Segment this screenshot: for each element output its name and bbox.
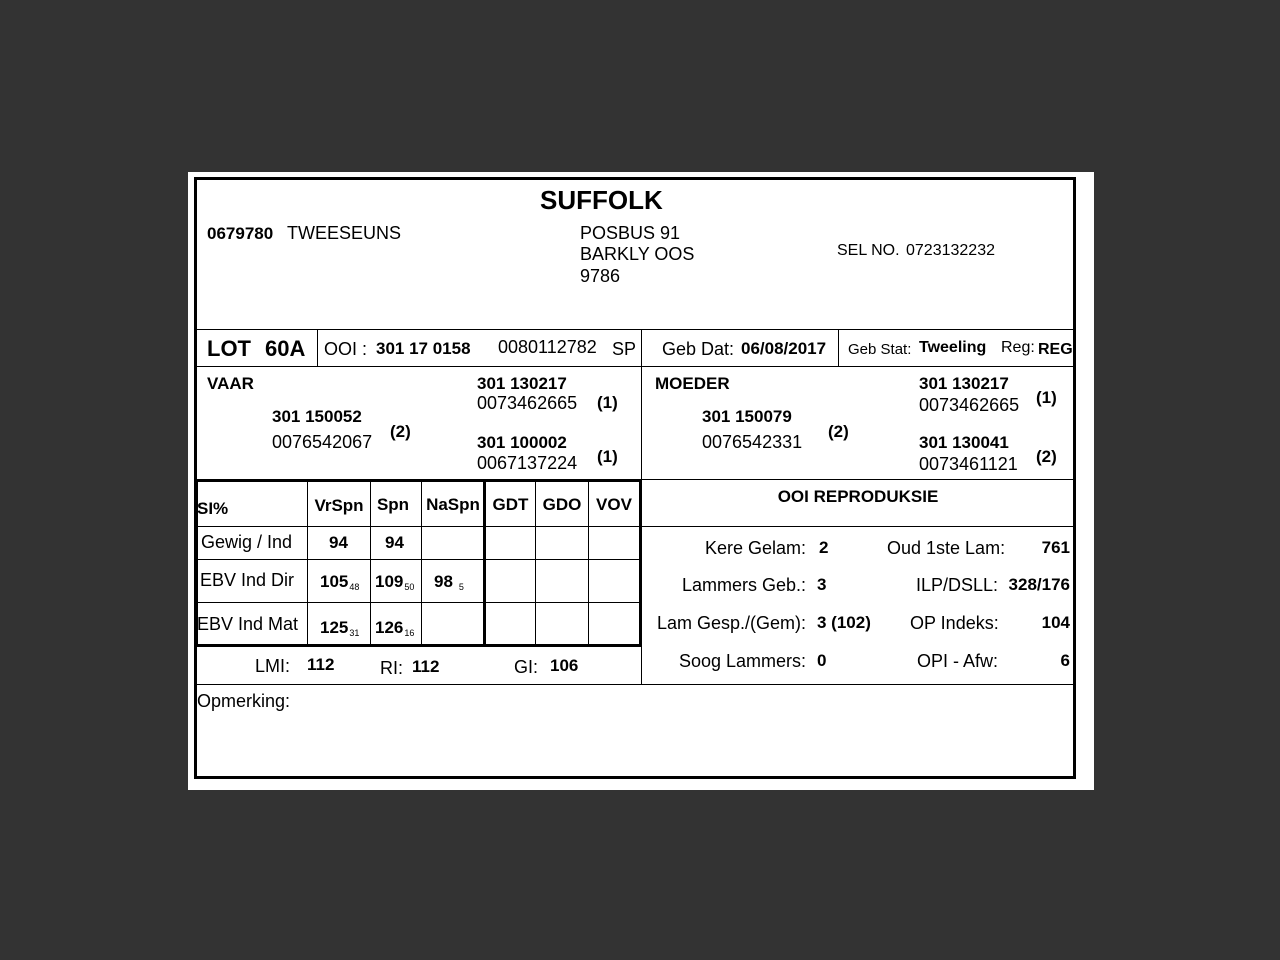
vaar-dam-id: 301 100002 (477, 433, 567, 452)
vaar-parent-chip: 0076542067 (272, 432, 373, 452)
moeder-sire-id: 301 130217 (919, 374, 1009, 393)
si-header-naspn: NaSpn (426, 495, 480, 514)
breed-title: SUFFOLK (540, 185, 663, 215)
moeder-dam-id: 301 130041 (919, 433, 1009, 452)
si-row3-vrspn: $125_{31}$ (320, 618, 360, 638)
moeder-parent-id: 301 150079 (702, 407, 792, 426)
si-header-bottom (196, 526, 1076, 527)
si-header-si: SI% (197, 499, 229, 518)
address-line-1: POSBUS 91 (580, 223, 681, 243)
repro-op-indeks-label: OP Indeks: (910, 613, 999, 633)
repro-kere-gelam-label: Kere Gelam: (704, 538, 806, 558)
vaar-parent-id: 301 150052 (272, 407, 362, 426)
moeder-sire-chip: 0073462665 (919, 395, 1020, 415)
repro-soog-lammers-value: 0 (817, 651, 827, 670)
repro-lam-gesp-value: 3 (102) (817, 613, 871, 632)
ri-value: 112 (412, 657, 440, 676)
moeder-sire-code: (1) (1036, 388, 1057, 407)
owner-name: TWEESEUNS (287, 223, 402, 243)
geb-stat-value: Tweeling (919, 339, 987, 356)
vaar-sire-id: 301 130217 (477, 374, 567, 393)
vaar-sire-chip: 0073462665 (477, 393, 578, 413)
moeder-dam-chip: 0073461121 (919, 454, 1018, 474)
geb-stat-label: Geb Stat: (848, 341, 912, 358)
divider-lot-top (196, 329, 1076, 330)
reg-value: REG (1038, 341, 1073, 358)
si-header-spn: Spn (376, 495, 410, 514)
repro-ilp-dsll-label: ILP/DSLL: (916, 575, 999, 595)
vaar-label: VAAR (207, 374, 254, 393)
address-line-2: BARKLY OOS (580, 244, 695, 264)
si-table-bottom (196, 644, 642, 647)
vaar-dam-chip: 0067137224 (477, 453, 578, 473)
repro-oud-1ste-lam-value: 761 (1041, 538, 1070, 557)
si-row2-naspn: 98 $_5$ (434, 572, 464, 592)
repro-opi-afw-value: 6 (1060, 651, 1070, 670)
lmi-value: 112 (307, 655, 335, 674)
gi-value: 106 (550, 656, 579, 675)
si-row3-spn: $126_{16}$ (375, 618, 415, 638)
si-row3-naspn (434, 618, 435, 643)
repro-top-line (641, 479, 1076, 480)
vaar-sire-code: (1) (597, 393, 618, 412)
si-row2-bottom (196, 602, 642, 603)
vaar-parent-code: (2) (390, 422, 411, 441)
repro-op-indeks-value: 104 (1041, 613, 1070, 632)
si-row1-bottom (196, 559, 642, 560)
si-header-vrspn: VrSpn (314, 496, 364, 515)
repro-ilp-dsll-value: 328/176 (1008, 575, 1070, 594)
moeder-parent-chip: 0076542331 (702, 432, 803, 452)
si-table-right (639, 479, 642, 647)
moeder-dam-code: (2) (1036, 447, 1057, 466)
remarks-label: Opmerking: (197, 691, 291, 711)
repro-lammers-geb-value: 3 (817, 575, 827, 594)
si-row1-naspn (422, 533, 470, 558)
si-row-label-ebv-dir: EBV Ind Dir (200, 570, 295, 590)
repro-lammers-geb-label: Lammers Geb.: (681, 575, 806, 595)
si-row1-vrspn: 94 (329, 533, 348, 552)
lot-label: LOT (207, 336, 251, 361)
ooi-chip: 0080112782 (498, 337, 597, 357)
si-row2-spn: $109_{50}$ (375, 572, 415, 592)
si-row2-vrspn: $105_{48}$ (320, 572, 360, 592)
si-row1-spn: 94 (385, 533, 404, 552)
repro-opi-afw-label: OPI - Afw: (917, 651, 999, 671)
geb-dat-label: Geb Dat: (662, 339, 735, 359)
divider-lot-3 (838, 329, 839, 366)
ooi-label: OOI : (324, 339, 368, 359)
geb-dat-value: 06/08/2017 (741, 339, 827, 358)
si-table-top (196, 479, 642, 482)
divider-lot-1 (317, 329, 318, 366)
repro-kere-gelam-value: 2 (819, 538, 829, 557)
lmi-label: LMI: (255, 656, 291, 676)
si-header-gdt: GDT (492, 495, 529, 514)
gi-label: GI: (514, 657, 539, 677)
lot-card (194, 177, 1076, 779)
si-row-label-gewig: Gewig / Ind (201, 532, 293, 552)
si-header-vov: VOV (596, 495, 632, 514)
address-line-3: 9786 (580, 266, 621, 286)
repro-oud-1ste-lam-label: Oud 1ste Lam: (887, 538, 1006, 558)
repro-soog-lammers-label: Soog Lammers: (678, 651, 806, 671)
vaar-dam-code: (1) (597, 447, 618, 466)
owner-number: 0679780 (207, 224, 274, 243)
moeder-label: MOEDER (655, 374, 730, 393)
lot-value: 60A (265, 336, 306, 361)
moeder-parent-code: (2) (828, 422, 849, 441)
phone-label: SEL NO. (837, 242, 900, 259)
ri-label: RI: (380, 658, 404, 678)
si-header-gdo: GDO (542, 495, 582, 514)
repro-title: OOI REPRODUKSIE (777, 487, 939, 506)
repro-lam-gesp-label: Lam Gesp./(Gem): (656, 613, 806, 633)
divider-lot-bottom (196, 366, 1076, 367)
ooi-sp: SP (612, 339, 637, 359)
phone-number: 0723132232 (906, 242, 995, 259)
indices-bottom (196, 684, 1076, 685)
ooi-value: 301 17 0158 (376, 339, 471, 358)
si-row-label-ebv-mat: EBV Ind Mat (197, 614, 299, 634)
reg-label: Reg: (1001, 339, 1035, 356)
